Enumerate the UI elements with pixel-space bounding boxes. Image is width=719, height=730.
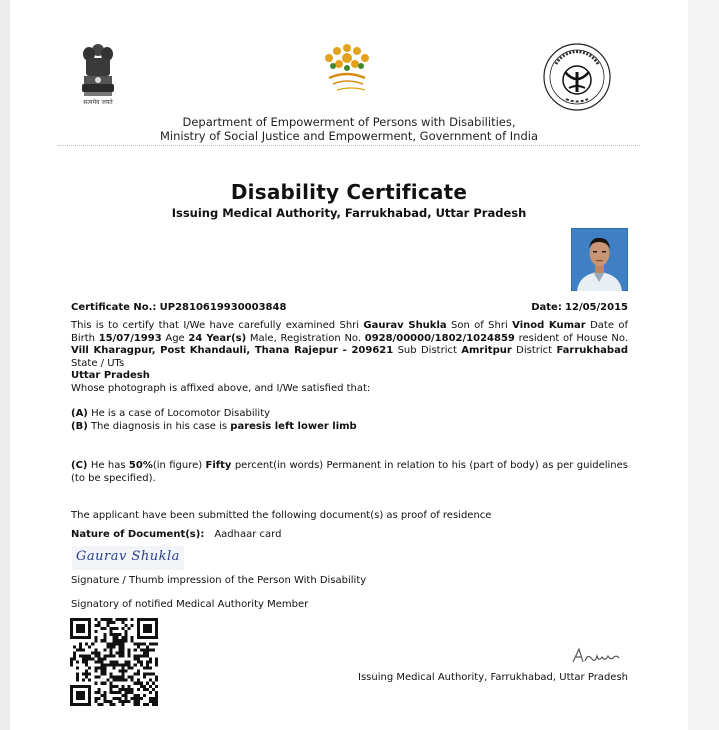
disability-percent-words: Fifty	[205, 460, 232, 471]
certificate-page	[10, 0, 688, 730]
district: Farrukhabad	[556, 345, 628, 356]
documents-line	[71, 529, 281, 542]
text-segment: Sub District	[393, 345, 462, 356]
registration-number: 0928/00000/1802/1024859	[364, 332, 515, 344]
date-of-birth: 15/07/1993	[98, 332, 162, 344]
text-segment: percent(in words) Permanent in relation to his (part of body) as per guidelines (to be specified).	[71, 460, 628, 484]
documents-label: Nature of Document(s):	[71, 529, 205, 540]
certificate-number	[71, 302, 286, 315]
finding-a-text: He is a case of Locomotor Disability	[87, 408, 271, 419]
text-segment: Male, Registration No.	[246, 332, 365, 344]
header-divider	[58, 145, 640, 146]
date-value: 12/05/2015	[565, 302, 628, 313]
sugamya-logo-icon	[315, 40, 379, 96]
issuing-authority: Issuing Medical Authority, Farrukhabad, Uttar Pradesh	[358, 672, 628, 683]
finding-c-label: (C)	[71, 460, 88, 471]
father-name: Vinod Kumar	[512, 320, 586, 331]
text-segment: Son of Shri	[446, 320, 513, 331]
department-line-2: Ministry of Social Justice and Empowerment, Government of India	[159, 129, 539, 143]
applicant-name: Gaurav Shukla	[363, 320, 447, 331]
photo-affixed-statement: Whose photograph is affixed above, and I/We satisfied that:	[71, 382, 371, 394]
text-segment: This is to certify that I/We have carefully examined Shri	[71, 320, 364, 331]
finding-b-text: The diagnosis in his case is	[87, 421, 231, 432]
certificate-number-value: UP2810619930003848	[159, 302, 287, 313]
viewer-side-panel	[688, 0, 719, 730]
state: Uttar Pradesh	[71, 370, 150, 381]
text-segment: Date of Birth	[71, 320, 629, 344]
text-segment: State / UTs	[71, 357, 125, 369]
date-label: Date:	[531, 302, 562, 313]
text-segment: District	[511, 345, 557, 356]
disability-percent: 50%	[128, 460, 153, 471]
applicant-photo	[571, 228, 628, 291]
text-segment: Age	[161, 332, 189, 344]
certificate-title: Disability Certificate	[230, 180, 468, 204]
signatory-caption: Signatory of notified Medical Authority Member	[71, 599, 309, 610]
text-segment: He has	[87, 460, 129, 471]
address: Vill Kharagpur, Post Khandauli, Thana Rajepur - 209621	[71, 345, 394, 356]
finding-b-label: (B)	[71, 421, 88, 432]
documents-value: Aadhaar card	[214, 529, 282, 540]
sub-district: Amritpur	[461, 345, 512, 356]
certificate-number-label: Certificate No.:	[71, 302, 157, 313]
certification-paragraph	[71, 320, 628, 395]
finding-a	[71, 408, 270, 421]
finding-c	[71, 460, 628, 485]
uttar-pradesh-seal-icon	[542, 42, 612, 112]
finding-b	[71, 421, 357, 434]
applicant-signature	[72, 546, 184, 570]
text-segment: resident of House No.	[514, 332, 629, 344]
text-segment: (in figure)	[152, 460, 206, 471]
age: 24 Year(s)	[188, 332, 247, 344]
certificate-subtitle: Issuing Medical Authority, Farrukhabad, Uttar Pradesh	[171, 206, 527, 220]
finding-a-label: (A)	[71, 408, 88, 419]
certificate-date	[531, 302, 628, 315]
qr-code	[70, 618, 158, 706]
signature-caption: Signature / Thumb impression of the Person With Disability	[71, 575, 367, 586]
authority-signature	[570, 645, 622, 667]
emblem-caption: सत्यमेव जयते	[83, 99, 113, 106]
handwritten-signature: Gaurav Shukla	[76, 549, 180, 564]
department-line-1: Department of Empowerment of Persons with Disabilities,	[182, 115, 516, 129]
diagnosis: paresis left lower limb	[230, 421, 357, 432]
documents-intro: The applicant have been submitted the following document(s) as proof of residence	[71, 510, 492, 521]
